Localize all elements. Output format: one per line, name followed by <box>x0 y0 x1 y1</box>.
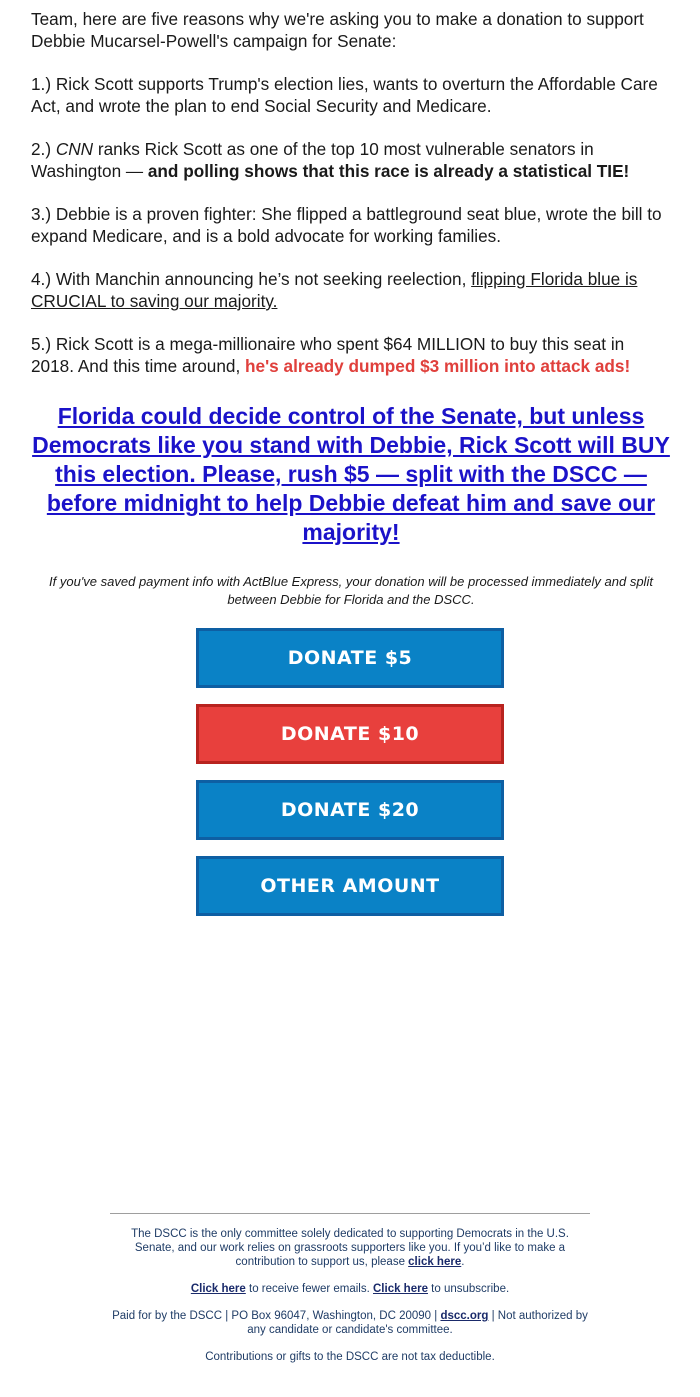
email-body <box>31 8 671 609</box>
dscc-site-link[interactable]: dscc.org <box>440 1310 489 1322</box>
reason-2-prefix: 2.) <box>31 139 56 159</box>
footer-about-text: The DSCC is the only committee solely dedicated to supporting Democrats in the U.S. Senate, and our work relies on grassroots supporters like you. If you’d like to make a contribution to support us, please <box>131 1228 569 1268</box>
donate-20-button[interactable]: DONATE $20 <box>196 780 504 840</box>
reason-2-emphasis: and polling shows that this race is already a statistical TIE! <box>147 161 630 181</box>
unsubscribe-link[interactable]: Click here <box>373 1283 428 1295</box>
reason-5-text: 5.) Rick Scott is a mega-millionaire who spent $64 MILLION to buy this seat in 2018. And this time around, <box>31 334 625 376</box>
footer-email-prefs <box>110 1282 590 1296</box>
donate-5-button[interactable]: DONATE $5 <box>196 628 504 688</box>
reason-4 <box>31 268 671 312</box>
reason-2 <box>31 138 671 182</box>
contribute-link[interactable]: click here <box>408 1256 462 1268</box>
other-amount-button[interactable]: OTHER AMOUNT <box>196 856 504 916</box>
headline-donate-link[interactable]: Florida could decide control of the Senate, but unless Democrats like you stand with Debbie, Rick Scott will BUY this election. Please, rush $5 — split with the DSCC — before midnight to help Debbie defeat him and save our majority! <box>32 403 670 545</box>
fewer-emails-text: to receive fewer emails. <box>245 1283 373 1295</box>
reason-2-text: ranks Rick Scott as one of the top 10 most vulnerable senators in Washington — <box>31 139 594 181</box>
fewer-emails-link[interactable]: Click here <box>190 1283 246 1295</box>
reason-4-underlined: flipping Florida blue is CRUCIAL to saving our majority. <box>31 269 638 311</box>
paid-for-text: Paid for by the DSCC | PO Box 96047, Washington, DC 20090 | <box>112 1310 441 1322</box>
footer <box>110 1213 590 1364</box>
reason-5-highlight: he's already dumped $3 million into attack ads! <box>245 356 631 376</box>
actblue-express-note: If you've saved payment info with ActBlue Express, your donation will be processed immediately and split between Debbie for Florida and the DSCC. <box>49 574 653 607</box>
donate-10-button[interactable]: DONATE $10 <box>196 704 504 764</box>
reason-4-text: 4.) With Manchin announcing he’s not seeking reelection, <box>31 269 472 289</box>
footer-about <box>110 1227 590 1269</box>
footer-about-end: . <box>461 1256 465 1268</box>
tax-disclaimer: Contributions or gifts to the DSCC are not tax deductible. <box>205 1351 495 1363</box>
unsubscribe-text: to unsubscribe. <box>427 1283 510 1295</box>
footer-paid-for <box>110 1309 590 1337</box>
reason-3: 3.) Debbie is a proven fighter: She flipped a battleground seat blue, wrote the bill to expand Medicare, and is a bold advocate for working families. <box>31 204 662 246</box>
cnn-source: CNN <box>55 139 94 159</box>
intro-text: Team, here are five reasons why we're asking you to make a donation to support Debbie Mucarsel-Powell's campaign for Senate: <box>31 9 644 51</box>
reason-1: 1.) Rick Scott supports Trump's election lies, wants to overturn the Affordable Care Act, and wrote the plan to end Social Security and Medicare. <box>31 74 658 116</box>
paid-for-end: | Not authorized by any candidate or candidate's committee. <box>247 1310 588 1336</box>
donation-buttons <box>196 628 504 932</box>
reason-5 <box>31 333 671 377</box>
